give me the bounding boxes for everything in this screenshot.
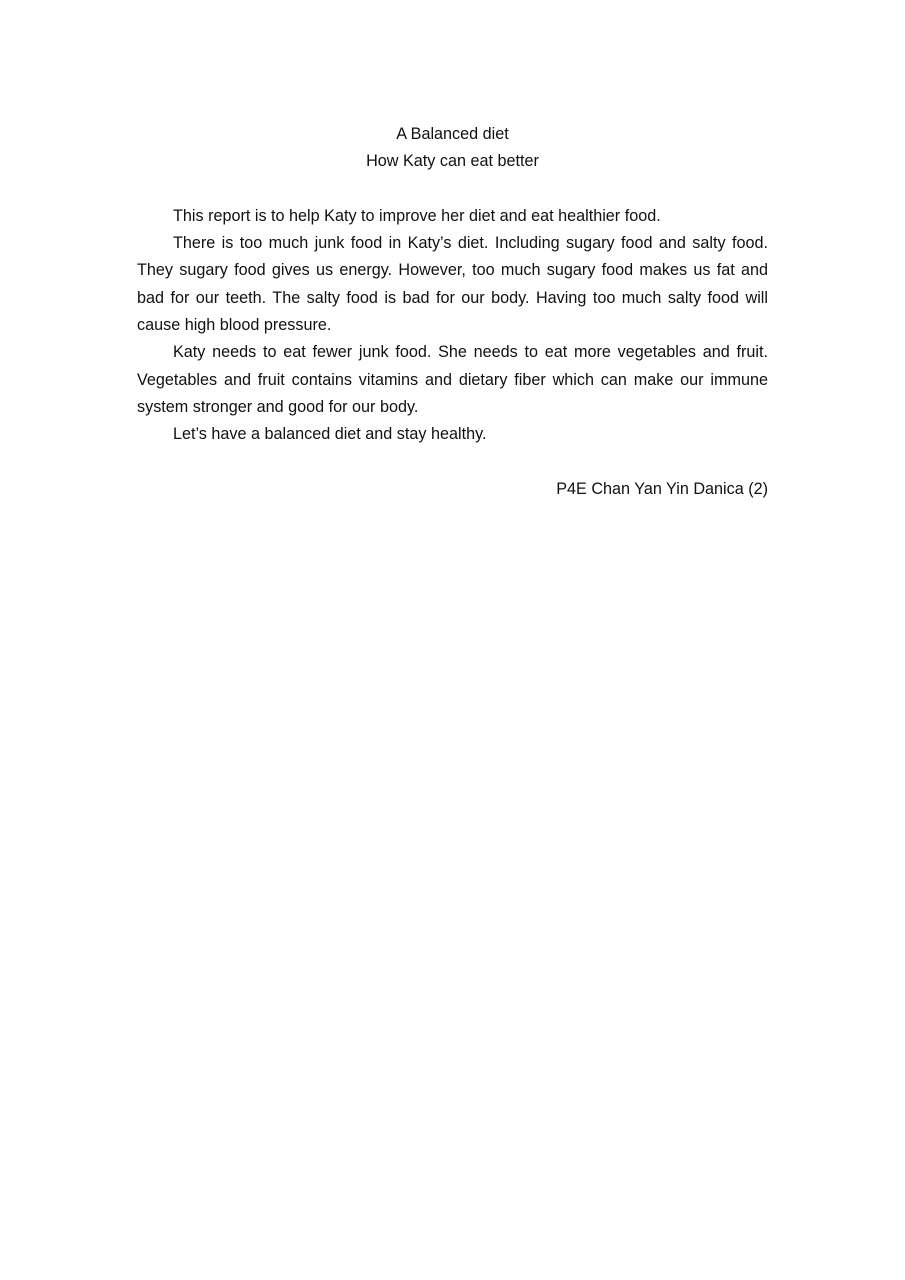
blank-line [137,176,768,203]
paragraph-intro: This report is to help Katy to improve her diet and eat healthier food. [173,206,661,225]
document-body [137,121,768,503]
document-title: A Balanced diet [396,125,509,143]
paragraph-conclusion: Let’s have a balanced diet and stay healthy. [173,425,487,444]
author-signature: P4E Chan Yan Yin Danica (2) [556,479,768,498]
paragraph-junk-food: There is too much junk food in Katy’s diet. Including sugary food and salty food. They sugary food gives us energy. However, too much sugary food makes us fat and bad for our teeth. The salty food is bad for our body. Having too much salty food will cause high blood pressure. [137,234,768,335]
paragraph-vegetables: Katy needs to eat fewer junk food. She needs to eat more vegetables and fruit. Vegetables and fruit contains vitamins and dietary fiber which can make our immune system stronger and good for our body. [137,343,768,416]
blank-line [137,449,768,476]
document-subtitle: How Katy can eat better [366,152,539,171]
